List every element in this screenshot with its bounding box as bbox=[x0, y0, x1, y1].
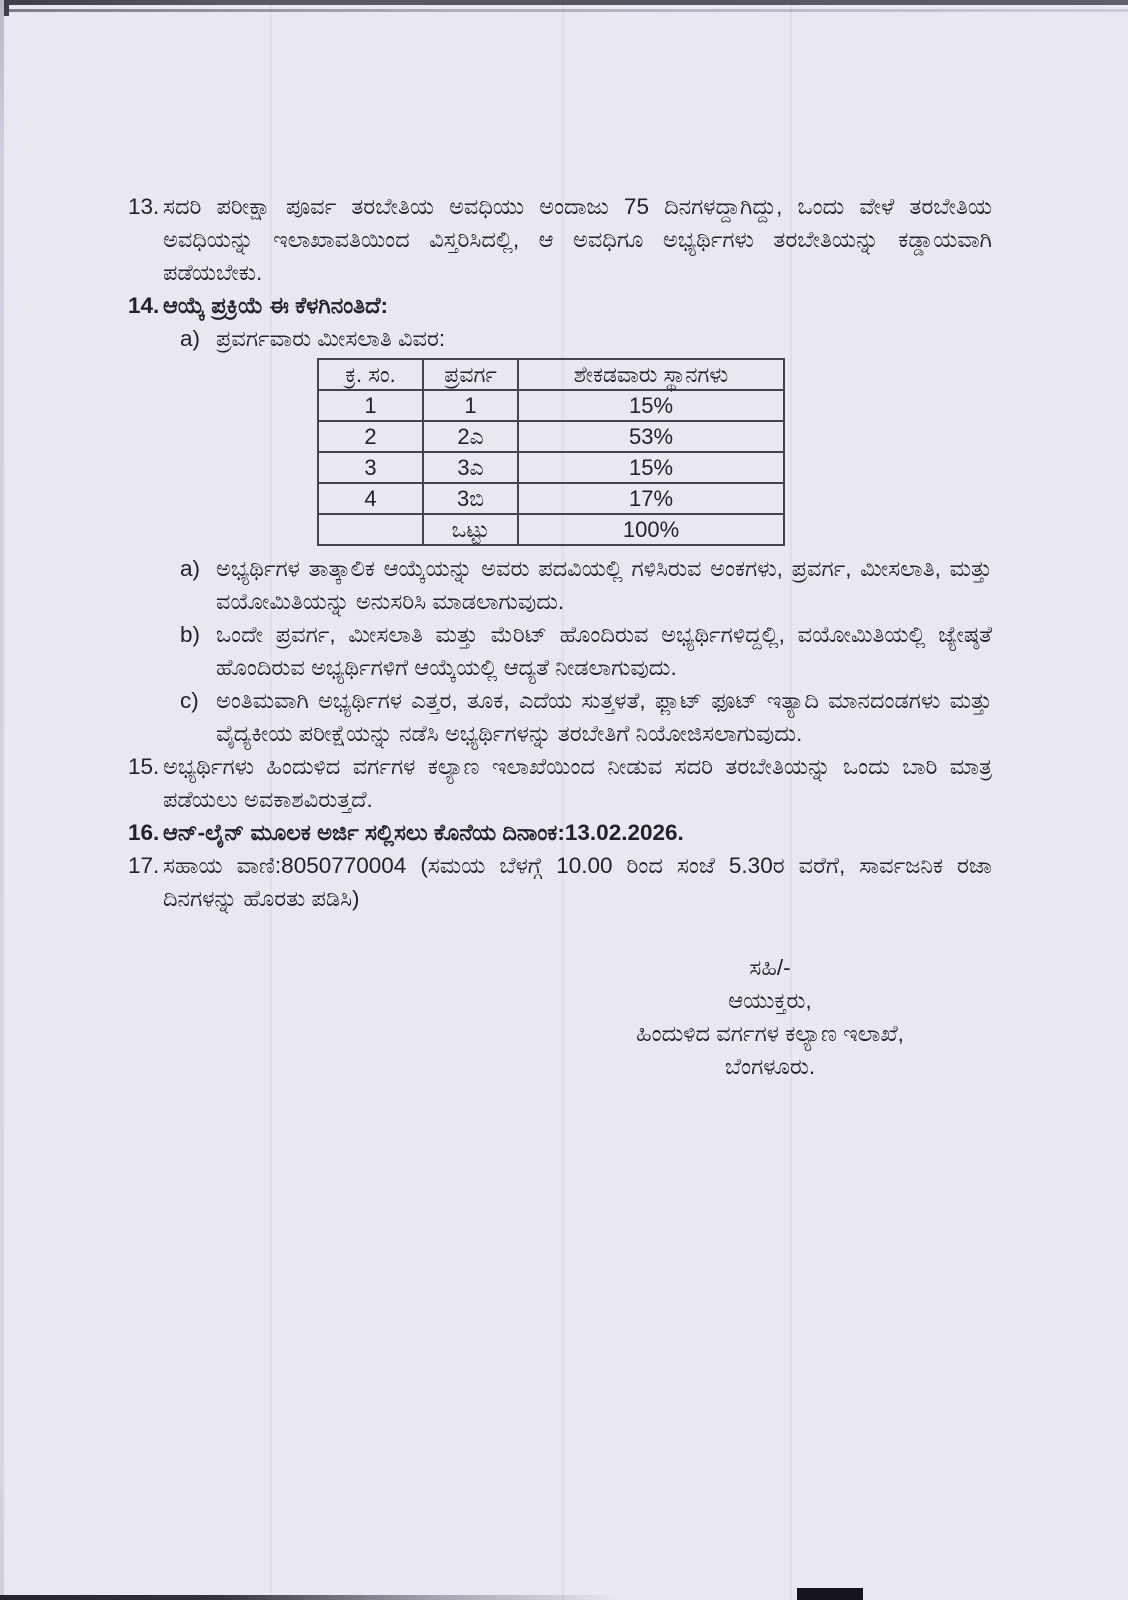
sub-item-marker: b) bbox=[180, 622, 201, 647]
sub-item-text: ಪ್ರವರ್ಗವಾರು ಮೀಸಲಾತಿ ವಿವರ: bbox=[216, 326, 446, 351]
list-item-text: ಅಭ್ಯರ್ಥಿಗಳು ಹಿಂದುಳಿದ ವರ್ಗಗಳ ಕಲ್ಯಾಣ ಇಲಾಖೆಯಿಂದ ನೀಡುವ ಸದರಿ ತರಬೇತಿಯನ್ನು ಒಂದು ಬಾರಿ ಮಾತ್ರ ಪಡೆಯಲು ಅವಕಾಶವಿರುತ್ತದೆ. bbox=[163, 754, 992, 812]
sub-item-marker: c) bbox=[180, 688, 199, 713]
list-item-text: ಆನ್-ಲೈನ್ ಮೂಲಕ ಅರ್ಜಿ ಸಲ್ಲಿಸಲು ಕೊನೆಯ ದಿನಾಂಕ:13.02.2026. bbox=[163, 820, 684, 845]
table-cell: 2ಎ bbox=[423, 421, 518, 452]
table-cell: 15% bbox=[518, 390, 784, 421]
sub-item-text: ಅಭ್ಯರ್ಥಿಗಳ ತಾತ್ಕಾಲಿಕ ಆಯ್ಕೆಯನ್ನು ಅವರು ಪದವಿಯಲ್ಲಿ ಗಳಿಸಿರುವ ಅಂಕಗಳು, ಪ್ರವರ್ಗ, ಮೀಸಲಾತಿ, ಮತ್ತು ವಯೋಮಿತಿಯನ್ನು ಅನುಸರಿಸಿ ಮಾಡಲಾಗುವುದು. bbox=[216, 556, 992, 614]
list-item-14 bbox=[128, 289, 992, 322]
list-item-number: 17. bbox=[128, 853, 160, 878]
table-row bbox=[318, 452, 784, 483]
table-cell: 100% bbox=[518, 514, 784, 545]
list-item-13 bbox=[128, 190, 992, 289]
signature-sign-line: ಸಹಿ/- bbox=[749, 955, 791, 980]
table-cell: 15% bbox=[518, 452, 784, 483]
signature-place: ಬೆಂಗಳೂರು. bbox=[724, 1054, 816, 1079]
list-item-15 bbox=[128, 750, 992, 816]
scan-artifact-bottom-strip bbox=[0, 1595, 620, 1600]
list-item-text: ಸಹಾಯ ವಾಣಿ:8050770004 (ಸಮಯ ಬೆಳಗ್ಗೆ 10.00 ರಿಂದ ಸಂಜೆ 5.30ರ ವರೆಗೆ, ಸಾರ್ವಜನಿಕ ರಜಾ ದಿನಗಳನ್ನು ಹೊರತು ಪಡಿಸಿ) bbox=[163, 853, 992, 911]
table-header-cell: ಪ್ರವರ್ಗ bbox=[423, 359, 518, 390]
table-cell bbox=[318, 514, 423, 545]
table-total-row bbox=[318, 514, 784, 545]
list-item-number: 13. bbox=[128, 194, 160, 219]
table-header-cell: ಶೇಕಡವಾರು ಸ್ಥಾನಗಳು bbox=[518, 359, 784, 390]
list-item-number: 14. bbox=[128, 293, 160, 318]
sub-item-marker: a) bbox=[180, 326, 201, 351]
list-item-text: ಆಯ್ಕೆ ಪ್ರಕ್ರಿಯೆ ಈ ಕೆಳಗಿನಂತಿದೆ: bbox=[163, 293, 389, 318]
sub-item-text: ಅಂತಿಮವಾಗಿ ಅಭ್ಯರ್ಥಿಗಳ ಎತ್ತರ, ತೂಕ, ಎದೆಯ ಸುತ್ತಳತೆ, ಫ್ಲಾಟ್ ಫೂಟ್ ಇತ್ಯಾದಿ ಮಾನದಂಡಗಳು ಮತ್ತು ವೈದ್ಯಕೀಯ ಪರೀಕ್ಷೆಯನ್ನು ನಡೆಸಿ ಅಭ್ಯರ್ಥಿಗಳನ್ನು ತರಬೇತಿಗೆ ನಿಯೋಜಿಸಲಾಗುವುದು. bbox=[216, 688, 992, 746]
sub-item-a-label bbox=[180, 322, 992, 355]
list-item-17 bbox=[128, 849, 992, 915]
list-item-text: ಸದರಿ ಪರೀಕ್ಷಾ ಪೂರ್ವ ತರಬೇತಿಯ ಅವಧಿಯು ಅಂದಾಜು 75 ದಿನಗಳದ್ದಾಗಿದ್ದು, ಒಂದು ವೇಳೆ ತರಬೇತಿಯ ಅವಧಿಯನ್ನು ಇಲಾಖಾವತಿಯಿಂದ ವಿಸ್ತರಿಸಿದಲ್ಲಿ, ಆ ಅವಧಿಗೂ ಅಭ್ಯರ್ಥಿಗಳು ತರಬೇತಿಯನ್ನು ಕಡ್ಡಾಯವಾಗಿ ಪಡೆಯಬೇಕು. bbox=[163, 194, 992, 285]
table-cell: 3ಬಿ bbox=[423, 483, 518, 514]
table-header-cell: ಕ್ರ. ಸಂ. bbox=[318, 359, 423, 390]
table-header-row bbox=[318, 359, 784, 390]
table-cell: 1 bbox=[423, 390, 518, 421]
table-cell: 53% bbox=[518, 421, 784, 452]
sub-item-marker: a) bbox=[180, 556, 201, 581]
signature-designation: ಆಯುಕ್ತರು, bbox=[728, 988, 812, 1013]
table-cell: 4 bbox=[318, 483, 423, 514]
table-cell: 1 bbox=[318, 390, 423, 421]
scan-artifact-bottom-block bbox=[797, 1588, 863, 1600]
reservation-table bbox=[317, 358, 785, 546]
scan-artifact-top-band bbox=[0, 0, 1128, 5]
table-row bbox=[318, 483, 784, 514]
sub-item-c bbox=[180, 684, 992, 750]
scan-artifact-left-edge bbox=[0, 0, 4, 1600]
document-content bbox=[128, 190, 992, 1083]
table-cell: ಒಟ್ಟು bbox=[423, 514, 518, 545]
sub-item-text: ಒಂದೇ ಪ್ರವರ್ಗ, ಮೀಸಲಾತಿ ಮತ್ತು ಮೆರಿಟ್ ಹೊಂದಿರುವ ಅಭ್ಯರ್ಥಿಗಳಿದ್ದಲ್ಲಿ, ವಯೋಮಿತಿಯಲ್ಲಿ ಜ್ಯೇಷ್ಠತೆ ಹೊಂದಿರುವ ಅಭ್ಯರ್ಥಿಗಳಿಗೆ ಆಯ್ಕೆಯಲ್ಲಿ ಆದ್ಯತೆ ನೀಡಲಾಗುವುದು. bbox=[216, 622, 992, 680]
list-item-number: 16. bbox=[128, 820, 160, 845]
scan-artifact-top-line bbox=[0, 9, 1128, 12]
table-cell: 3 bbox=[318, 452, 423, 483]
table-cell: 3ಎ bbox=[423, 452, 518, 483]
table-row bbox=[318, 390, 784, 421]
table-cell: 2 bbox=[318, 421, 423, 452]
signature-block bbox=[585, 951, 955, 1083]
table-cell: 17% bbox=[518, 483, 784, 514]
sub-item-b bbox=[180, 618, 992, 684]
list-item-number: 15. bbox=[128, 754, 160, 779]
list-item-16 bbox=[128, 816, 992, 849]
sub-item-a bbox=[180, 552, 992, 618]
table-row bbox=[318, 421, 784, 452]
signature-department: ಹಿಂದುಳಿದ ವರ್ಗಗಳ ಕಲ್ಯಾಣ ಇಲಾಖೆ, bbox=[636, 1021, 904, 1046]
